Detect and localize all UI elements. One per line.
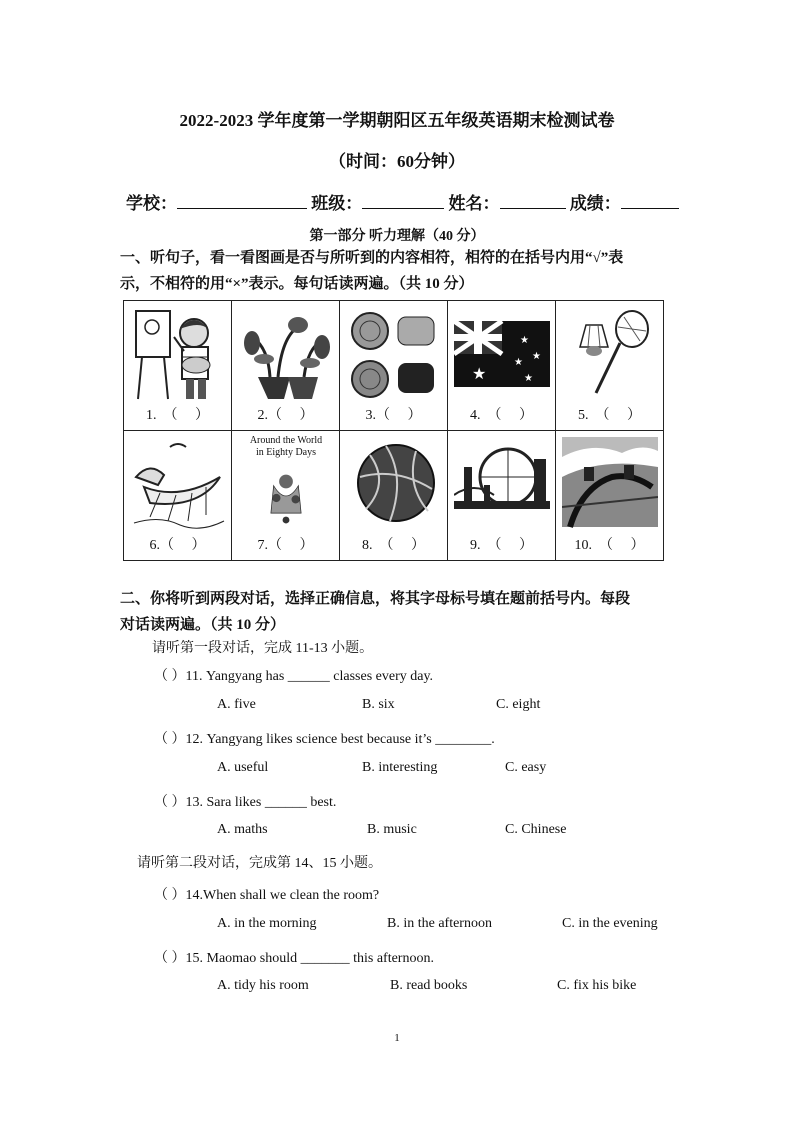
picture-cell-7: [232, 431, 340, 561]
name-blank[interactable]: [500, 190, 566, 209]
student-info-row: [126, 189, 679, 214]
q12-option-b[interactable]: B. interesting: [362, 760, 438, 775]
badminton-icon: [562, 307, 658, 403]
basketball-icon: [346, 437, 442, 533]
section1-instructions: [120, 245, 690, 297]
q12-option-a[interactable]: A. useful: [217, 760, 269, 775]
q11-option-b[interactable]: B. six: [362, 697, 395, 712]
name-label: 姓名：: [448, 194, 500, 213]
dialog2-intro: 请听第二段对话，完成第 14、15 小题。: [137, 856, 382, 871]
svg-text:★: ★: [520, 335, 529, 346]
australia-flag-icon: [454, 307, 550, 403]
q11-option-c[interactable]: C. eight: [496, 697, 541, 712]
exam-duration: （时间：60分钟）: [329, 152, 465, 171]
great-wall-icon: [562, 437, 658, 533]
section1-instructions-line2: 示，不相符的用“×”表示。每句话读两遍。（共 10 分）: [120, 276, 474, 292]
question-12-stem: （ ）12. Yangyang likes science best because it’s ________.: [154, 732, 495, 747]
part-heading: 第一部分 听力理解（40 分）: [309, 229, 485, 244]
picture-cell-4: [448, 301, 556, 431]
q15-option-b[interactable]: B. read books: [390, 978, 468, 993]
school-label: 学校：: [126, 194, 177, 213]
item-label-10[interactable]: 10. （ ）: [574, 538, 645, 553]
question-13-stem: （ ）13. Sara likes ______ best.: [154, 795, 337, 810]
svg-text:★: ★: [532, 351, 541, 362]
section2-instructions-line2: 对话读两遍。（共 10 分）: [120, 617, 286, 633]
item-label-9[interactable]: 9. （ ）: [470, 538, 533, 553]
wilted-flowers-icon: [238, 307, 334, 403]
section1-instructions-line1: 一、听句子，看一看图画是否与所听到的内容相符，相符的在括号内用“√”表: [120, 250, 624, 266]
q14-option-b[interactable]: B. in the afternoon: [387, 916, 492, 931]
book-cover-title: [236, 435, 336, 459]
svg-text:★: ★: [514, 357, 523, 368]
section2-instructions: [120, 586, 690, 638]
london-skyline-icon: [454, 437, 550, 533]
page-number: 1: [394, 1032, 400, 1044]
q14-option-a[interactable]: A. in the morning: [217, 916, 317, 931]
dialog1-intro: 请听第一段对话，完成 11-13 小题。: [152, 641, 374, 656]
q15-option-a[interactable]: A. tidy his room: [217, 978, 309, 993]
picture-cell-8: [340, 431, 448, 561]
q12-option-c[interactable]: C. easy: [505, 760, 547, 775]
q13-option-a[interactable]: A. maths: [217, 822, 268, 837]
item-label-1[interactable]: 1. （ ）: [146, 408, 209, 423]
q14-option-c[interactable]: C. in the evening: [562, 916, 658, 931]
item-label-5[interactable]: 5. （ ）: [578, 408, 641, 423]
score-label: 成绩：: [569, 194, 621, 213]
item-label-2[interactable]: 2.（ ）: [257, 408, 314, 423]
score-blank[interactable]: [621, 190, 679, 209]
svg-text:★: ★: [472, 364, 487, 383]
picture-cell-5: [556, 301, 664, 431]
picture-cell-9: [448, 431, 556, 561]
q13-option-c[interactable]: C. Chinese: [505, 822, 567, 837]
school-blank[interactable]: [177, 190, 307, 209]
item-label-6[interactable]: 6.（ ）: [149, 538, 206, 553]
picture-grid: [123, 300, 664, 561]
question-11-stem: （ ）11. Yangyang has ______ classes every day.: [154, 669, 434, 684]
book-title-line2: in Eighty Days: [256, 447, 316, 458]
picture-cell-10: [556, 431, 664, 561]
dragon-boat-icon: [130, 437, 226, 533]
book-title-line1: Around the World: [249, 435, 323, 446]
class-blank[interactable]: [362, 190, 444, 209]
picture-cell-2: [232, 301, 340, 431]
exam-title: 2022-2023 学年度第一学期朝阳区五年级英语期末检测试卷: [179, 111, 615, 130]
picture-cell-6: [124, 431, 232, 561]
mooncakes-icon: [346, 307, 442, 403]
svg-text:★: ★: [524, 373, 533, 384]
q15-option-c[interactable]: C. fix his bike: [557, 978, 637, 993]
picture-cell-1: [124, 301, 232, 431]
question-15-stem: （ ）15. Maomao should _______ this afternoon.: [154, 951, 434, 966]
book-cover-icon: [238, 465, 334, 531]
q11-option-a[interactable]: A. five: [217, 697, 256, 712]
item-label-4[interactable]: 4. （ ）: [470, 408, 533, 423]
item-label-7[interactable]: 7.（ ）: [257, 538, 314, 553]
class-label: 班级：: [311, 194, 363, 213]
question-14-stem: （ ）14.When shall we clean the room?: [154, 888, 380, 903]
child-painting-icon: [130, 307, 226, 403]
item-label-8[interactable]: 8. （ ）: [362, 538, 425, 553]
q13-option-b[interactable]: B. music: [367, 822, 417, 837]
item-label-3[interactable]: 3.（ ）: [365, 408, 422, 423]
picture-cell-3: [340, 301, 448, 431]
section2-instructions-line1: 二、你将听到两段对话，选择正确信息，将其字母标号填在题前括号内。每段: [120, 591, 631, 607]
